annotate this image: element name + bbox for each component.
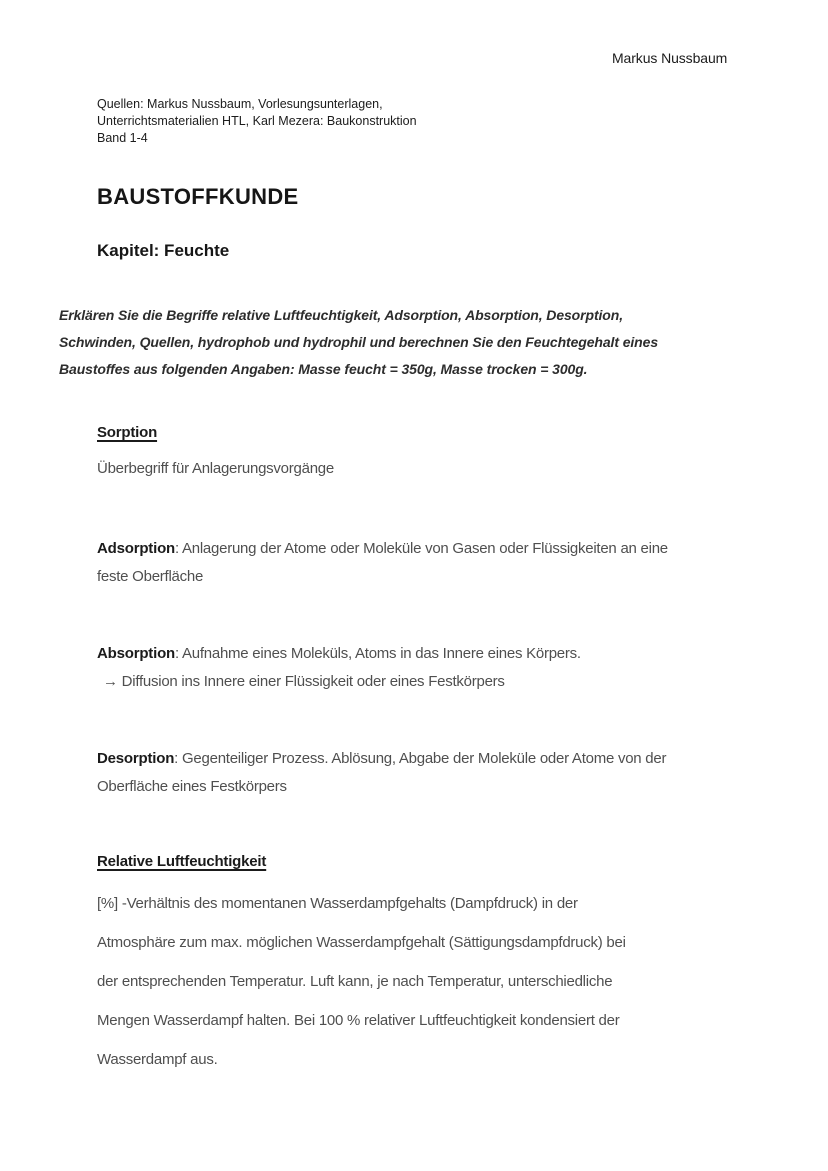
definition-line (97, 640, 737, 668)
definition-line (97, 745, 737, 773)
author-name: Markus Nussbaum (612, 50, 728, 66)
section-heading-relative-humidity: Relative Luftfeuchtigkeit (97, 853, 267, 870)
definition-line: Oberfläche eines Festkörpers (97, 778, 287, 795)
sources-block (97, 96, 417, 147)
exercise-line: Erklären Sie die Begriffe relative Luftfeuchtigkeit, Adsorption, Absorption, Desorption, (59, 307, 623, 323)
source-line: Quellen: Markus Nussbaum, Vorlesungsunterlagen, (97, 97, 383, 111)
definition-text: : Aufnahme eines Moleküls, Atoms in das Innere eines Körpers. (175, 645, 581, 662)
exercise-line: Schwinden, Quellen, hydrophob und hydrophil und berechnen Sie den Feuchtegehalt eines (59, 334, 659, 350)
source-line: Unterrichtsmaterialien HTL, Karl Mezera: Baukonstruktion (97, 114, 417, 128)
definition-adsorption (97, 535, 737, 591)
document-title: BAUSTOFFKUNDE (97, 184, 299, 209)
definition-desorption (97, 745, 737, 801)
definition-absorption (97, 640, 737, 696)
humidity-line: [%] -Verhältnis des momentanen Wasserdampfgehalts (Dampfdruck) in der (97, 895, 578, 912)
definition-arrow-line: → Diffusion ins Innere einer Flüssigkeit oder eines Festkörpers (103, 673, 505, 690)
section-heading-sorption: Sorption (97, 424, 158, 441)
exercise-line: Baustoffes aus folgenden Angaben: Masse feucht = 350g, Masse trocken = 300g. (59, 361, 588, 377)
chapter-heading: Kapitel: Feuchte (97, 241, 230, 260)
definition-line (97, 535, 737, 563)
sorption-body-text: Überbegriff für Anlagerungsvorgänge (97, 460, 334, 477)
humidity-line: Atmosphäre zum max. möglichen Wasserdampfgehalt (Sättigungsdampfdruck) bei (97, 934, 626, 951)
humidity-line: Mengen Wasserdampf halten. Bei 100 % relativer Luftfeuchtigkeit kondensiert der (97, 1012, 620, 1029)
definition-line: feste Oberfläche (97, 568, 204, 585)
definition-term: Adsorption (97, 540, 175, 557)
source-line: Band 1-4 (97, 131, 148, 145)
exercise-paragraph (59, 302, 659, 383)
definition-term: Absorption (97, 645, 175, 662)
humidity-line: Wasserdampf aus. (97, 1051, 218, 1068)
definition-term: Desorption (97, 750, 175, 767)
humidity-paragraph (97, 884, 737, 1079)
definition-text: : Gegenteiliger Prozess. Ablösung, Abgabe der Moleküle oder Atome von der (174, 750, 667, 767)
humidity-line: der entsprechenden Temperatur. Luft kann, je nach Temperatur, unterschiedliche (97, 973, 613, 990)
definition-text: : Anlagerung der Atome oder Moleküle von Gasen oder Flüssigkeiten an eine (175, 540, 668, 557)
